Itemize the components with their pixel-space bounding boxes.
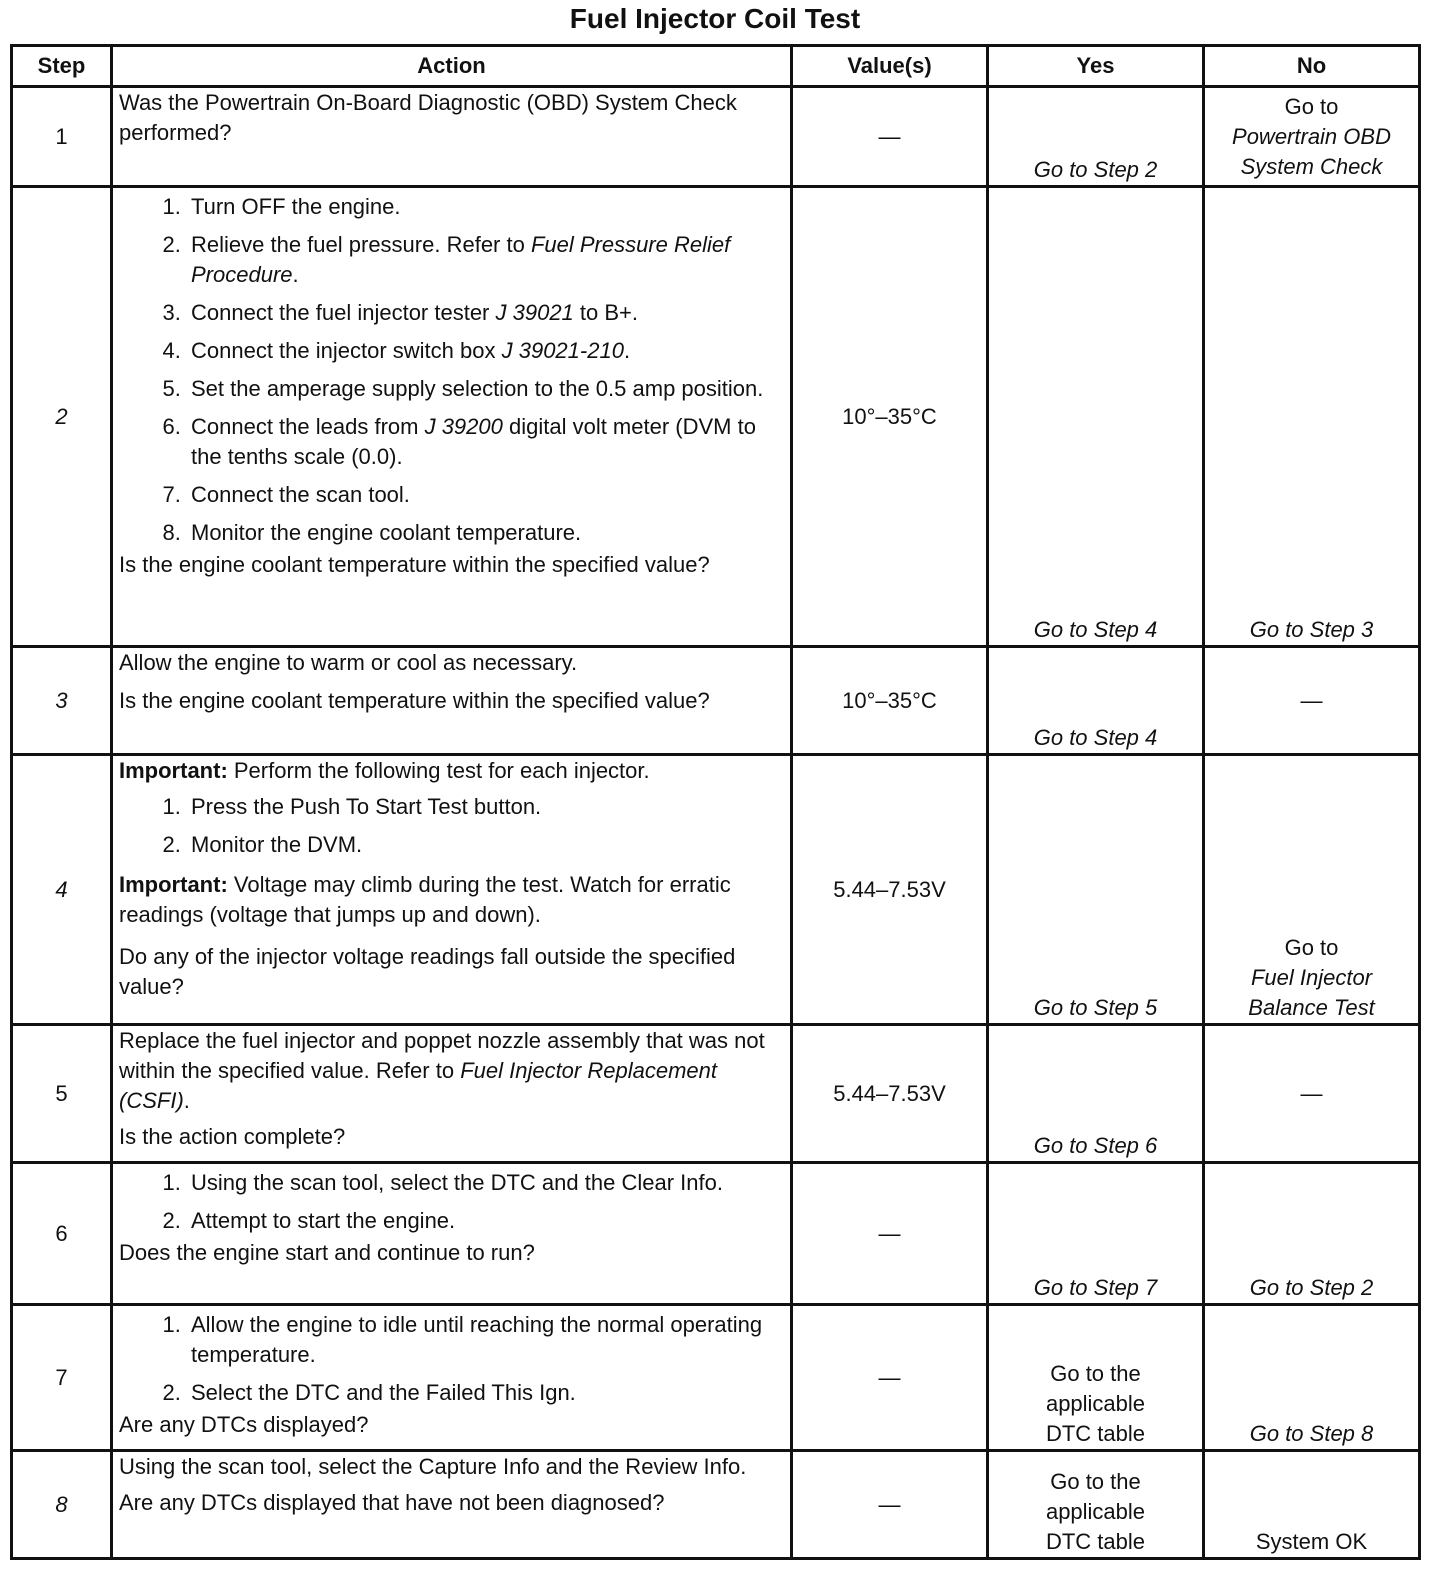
no-cell	[1204, 1451, 1420, 1559]
yes-cell	[988, 1163, 1204, 1305]
yes-link[interactable]: Go to the applicable DTC table	[1045, 1469, 1146, 1554]
important-note: Important: Perform the following test for each injector.	[119, 758, 650, 783]
yes-cell	[988, 755, 1204, 1025]
tool-reference: J 39200	[424, 414, 503, 439]
no-cell: —	[1204, 647, 1420, 755]
value-cell: —	[792, 1305, 988, 1451]
action-question: Was the Powertrain On-Board Diagnostic (OBD) System Check performed?	[119, 90, 737, 145]
action-instruction: Allow the engine to warm or cool as necessary.	[119, 650, 578, 675]
action-step: 2. Relieve the fuel pressure. Refer to Fuel Pressure Relief Procedure.	[187, 230, 784, 290]
yes-link[interactable]: Go to Step 6	[1033, 1133, 1158, 1158]
page-title: Fuel Injector Coil Test	[569, 3, 861, 34]
header-step: Step	[12, 46, 112, 87]
header-yes: Yes	[988, 46, 1204, 87]
step-number: 6	[12, 1163, 112, 1305]
no-link[interactable]: Go to Step 2	[1249, 1275, 1374, 1300]
yes-link[interactable]: Go to the applicable DTC table	[1045, 1361, 1146, 1446]
yes-link[interactable]: Go to Step 7	[1033, 1275, 1158, 1300]
table-row	[12, 187, 1420, 647]
action-step: 2. Select the DTC and the Failed This Ign.	[187, 1378, 784, 1408]
tool-reference: J 39021	[495, 300, 574, 325]
yes-link[interactable]: Go to Step 4	[1033, 617, 1158, 642]
no-link[interactable]: Powertrain OBD System Check	[1232, 123, 1391, 179]
action-cell	[112, 755, 792, 1025]
yes-link[interactable]: Go to Step 5	[1033, 995, 1158, 1020]
value-cell: 10°–35°C	[792, 647, 988, 755]
action-steps	[119, 1310, 784, 1408]
action-question: Are any DTCs displayed?	[119, 1412, 369, 1437]
action-step: 8. Monitor the engine coolant temperature.	[187, 518, 784, 548]
value-cell: 5.44–7.53V	[792, 755, 988, 1025]
action-question: Is the action complete?	[119, 1124, 346, 1149]
action-step: 1. Turn OFF the engine.	[187, 192, 784, 222]
important-label: Important:	[119, 758, 228, 783]
yes-cell	[988, 1305, 1204, 1451]
action-cell	[112, 187, 792, 647]
reference-link[interactable]: Fuel Pressure Relief Procedure	[191, 232, 731, 287]
step-number: 5	[12, 1025, 112, 1163]
action-step: 4. Connect the injector switch box J 39021-210.	[187, 336, 784, 366]
action-steps	[119, 792, 784, 860]
action-cell	[112, 1305, 792, 1451]
action-cell	[112, 647, 792, 755]
important-label: Important:	[119, 872, 228, 897]
step-number: 3	[12, 647, 112, 755]
action-instruction: Replace the fuel injector and poppet nozzle assembly that was not within the specified value. Refer to Fuel Injector Replacement (CSFI).	[119, 1028, 765, 1113]
action-step: 3. Connect the fuel injector tester J 39021 to B+.	[187, 298, 784, 328]
step-number: 4	[12, 755, 112, 1025]
action-instruction: Using the scan tool, select the Capture Info and the Review Info.	[119, 1454, 747, 1479]
header-row	[12, 46, 1420, 87]
yes-link[interactable]: Go to Step 4	[1033, 725, 1158, 750]
header-no: No	[1204, 46, 1420, 87]
action-steps	[119, 192, 784, 548]
step-number: 2	[12, 187, 112, 647]
no-cell	[1204, 87, 1420, 187]
reference-link[interactable]: Fuel Injector Replacement (CSFI)	[119, 1058, 717, 1113]
tool-reference: J 39021-210	[501, 338, 624, 363]
table-row	[12, 755, 1420, 1025]
action-cell	[112, 87, 792, 187]
action-step: 2. Monitor the DVM.	[187, 830, 784, 860]
value-cell: —	[792, 1451, 988, 1559]
no-cell	[1204, 187, 1420, 647]
step-number: 1	[12, 87, 112, 187]
yes-cell	[988, 87, 1204, 187]
no-cell: —	[1204, 1025, 1420, 1163]
header-action: Action	[112, 46, 792, 87]
value-cell: —	[792, 87, 988, 187]
no-prefix: Go to	[1284, 93, 1339, 119]
no-link[interactable]: Go to Step 8	[1249, 1421, 1374, 1446]
header-values: Value(s)	[792, 46, 988, 87]
value-cell: 5.44–7.53V	[792, 1025, 988, 1163]
yes-cell	[988, 187, 1204, 647]
action-cell	[112, 1451, 792, 1559]
yes-cell	[988, 1451, 1204, 1559]
action-question: Does the engine start and continue to run?	[119, 1240, 535, 1265]
no-link[interactable]: Fuel Injector Balance Test	[1248, 965, 1375, 1020]
no-cell	[1204, 1305, 1420, 1451]
action-step: 2. Attempt to start the engine.	[187, 1206, 784, 1236]
action-question: Are any DTCs displayed that have not been diagnosed?	[119, 1490, 665, 1515]
table-row	[12, 87, 1420, 187]
action-step: 1. Allow the engine to idle until reaching the normal operating temperature.	[187, 1310, 784, 1370]
action-cell	[112, 1163, 792, 1305]
no-cell	[1204, 1163, 1420, 1305]
table-row	[12, 1163, 1420, 1305]
step-number: 7	[12, 1305, 112, 1451]
action-step: 7. Connect the scan tool.	[187, 480, 784, 510]
value-cell: —	[792, 1163, 988, 1305]
important-note: Important: Voltage may climb during the test. Watch for erratic readings (voltage that jumps up and down).	[119, 872, 731, 927]
no-prefix: Go to	[1284, 935, 1339, 960]
yes-cell	[988, 1025, 1204, 1163]
table-row	[12, 1025, 1420, 1163]
action-question: Is the engine coolant temperature within the specified value?	[119, 552, 710, 577]
action-question: Is the engine coolant temperature within the specified value?	[119, 688, 710, 713]
action-step: 6. Connect the leads from J 39200 digital volt meter (DVM to the tenths scale (0.0).	[187, 412, 784, 472]
no-result: System OK	[1255, 1529, 1368, 1554]
value-cell: 10°–35°C	[792, 187, 988, 647]
yes-link[interactable]: Go to Step 2	[1033, 157, 1158, 182]
action-steps	[119, 1168, 784, 1236]
table-row	[12, 647, 1420, 755]
table-row	[12, 1305, 1420, 1451]
action-step: 5. Set the amperage supply selection to the 0.5 amp position.	[187, 374, 784, 404]
diagnostic-table	[10, 44, 1421, 1560]
no-link[interactable]: Go to Step 3	[1249, 617, 1374, 642]
step-number: 8	[12, 1451, 112, 1559]
table-row	[12, 1451, 1420, 1559]
action-step: 1. Using the scan tool, select the DTC and the Clear Info.	[187, 1168, 784, 1198]
action-question: Do any of the injector voltage readings fall outside the specified value?	[119, 944, 736, 999]
action-step: 1. Press the Push To Start Test button.	[187, 792, 784, 822]
no-cell	[1204, 755, 1420, 1025]
action-cell	[112, 1025, 792, 1163]
yes-cell	[988, 647, 1204, 755]
